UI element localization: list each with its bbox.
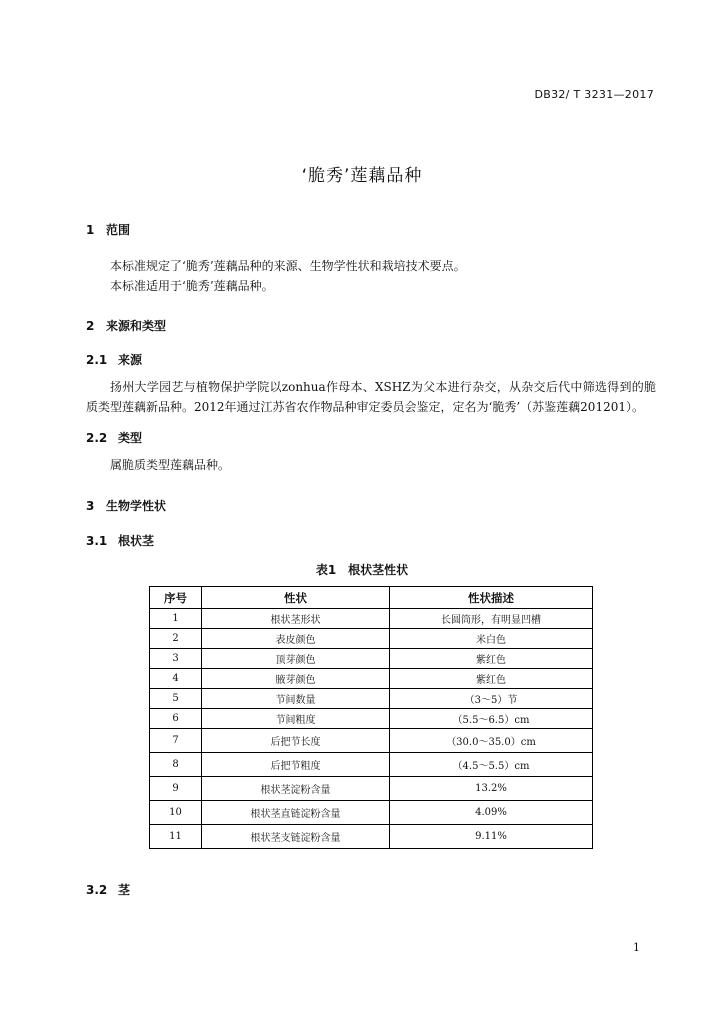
cell-trait: 表皮颜色 (202, 629, 390, 649)
cell-description: （3～5）节 (390, 689, 593, 709)
rhizome-traits-table (149, 586, 593, 849)
column-header-description: 性状描述 (390, 587, 593, 609)
section-number: 2.1 (86, 353, 108, 367)
section-number: 3 (86, 499, 95, 513)
paragraph: 本标准适用于‘脆秀’莲藕品种。 (110, 279, 274, 293)
cell-index: 10 (150, 801, 202, 825)
cell-description: （4.5～5.5）cm (390, 753, 593, 777)
column-header-index: 序号 (150, 587, 202, 609)
page-number: 1 (633, 941, 640, 954)
cell-description: 紫红色 (390, 649, 593, 669)
cell-index: 4 (150, 669, 202, 689)
table-row (150, 689, 593, 709)
cell-index: 1 (150, 609, 202, 629)
section-1-heading (86, 221, 130, 238)
cell-description: 13.2% (390, 777, 593, 801)
cell-description: 9.11% (390, 825, 593, 849)
table-row (150, 649, 593, 669)
section-number: 1 (86, 223, 95, 237)
table-row (150, 729, 593, 753)
cell-trait: 顶芽颜色 (202, 649, 390, 669)
cell-index: 3 (150, 649, 202, 669)
cell-index: 9 (150, 777, 202, 801)
cell-trait: 后把节长度 (202, 729, 390, 753)
cell-trait: 后把节粗度 (202, 753, 390, 777)
cell-description: 米白色 (390, 629, 593, 649)
cell-index: 8 (150, 753, 202, 777)
table-row (150, 709, 593, 729)
cell-index: 7 (150, 729, 202, 753)
section-number: 2.2 (86, 431, 108, 445)
table-row (150, 669, 593, 689)
table-row (150, 825, 593, 849)
table-row (150, 609, 593, 629)
cell-trait: 根状茎支链淀粉含量 (202, 825, 390, 849)
section-title: 来源 (118, 353, 143, 367)
paragraph: 扬州大学园艺与植物保护学院以zonhua作母本、XSHZ为父本进行杂交，从杂交后代中筛选得到的脆质类型莲藕新品种。2012年通过江苏省农作物品种审定委员会鉴定，定名为‘脆秀’（苏鉴莲藕201201）。 (86, 380, 656, 414)
cell-trait: 根状茎直链淀粉含量 (202, 801, 390, 825)
section-3-heading (86, 497, 166, 514)
section-2-2-body (86, 455, 656, 475)
cell-description: 紫红色 (390, 669, 593, 689)
standard-code: DB32/ T 3231—2017 (534, 88, 654, 101)
cell-description: 4.09% (390, 801, 593, 825)
cell-description: （5.5～6.5）cm (390, 709, 593, 729)
section-3-2-heading (86, 881, 130, 898)
table-row (150, 753, 593, 777)
cell-trait: 节间数量 (202, 689, 390, 709)
document-title: ‘脆秀’莲藕品种 (301, 166, 423, 186)
cell-index: 6 (150, 709, 202, 729)
section-title: 生物学性状 (106, 499, 167, 513)
cell-index: 11 (150, 825, 202, 849)
cell-index: 2 (150, 629, 202, 649)
section-1-body (86, 256, 656, 296)
cell-trait: 根状茎形状 (202, 609, 390, 629)
section-number: 2 (86, 319, 95, 333)
table-row (150, 777, 593, 801)
section-2-heading (86, 317, 166, 334)
table-row (150, 629, 593, 649)
section-number: 3.1 (86, 534, 108, 548)
cell-trait: 节间粗度 (202, 709, 390, 729)
section-number: 3.2 (86, 883, 108, 897)
section-title: 来源和类型 (106, 319, 167, 333)
paragraph: 本标准规定了‘脆秀’莲藕品种的来源、生物学性状和栽培技术要点。 (110, 259, 466, 273)
table-caption: 表1 根状茎性状 (315, 563, 409, 577)
cell-trait: 根状茎淀粉含量 (202, 777, 390, 801)
cell-description: （30.0～35.0）cm (390, 729, 593, 753)
section-2-2-heading (86, 429, 142, 446)
table-row (150, 801, 593, 825)
cell-trait: 腋芽颜色 (202, 669, 390, 689)
paragraph: 属脆质类型莲藕品种。 (110, 458, 231, 472)
section-title: 茎 (118, 883, 131, 897)
column-header-trait: 性状 (202, 587, 390, 609)
cell-description: 长圆筒形，有明显凹槽 (390, 609, 593, 629)
section-title: 根状茎 (118, 534, 155, 548)
table-header-row (150, 587, 593, 609)
section-title: 类型 (118, 431, 143, 445)
section-2-1-heading (86, 351, 142, 368)
section-2-1-body (86, 377, 656, 417)
cell-index: 5 (150, 689, 202, 709)
section-title: 范围 (106, 223, 131, 237)
section-3-1-heading (86, 532, 154, 549)
